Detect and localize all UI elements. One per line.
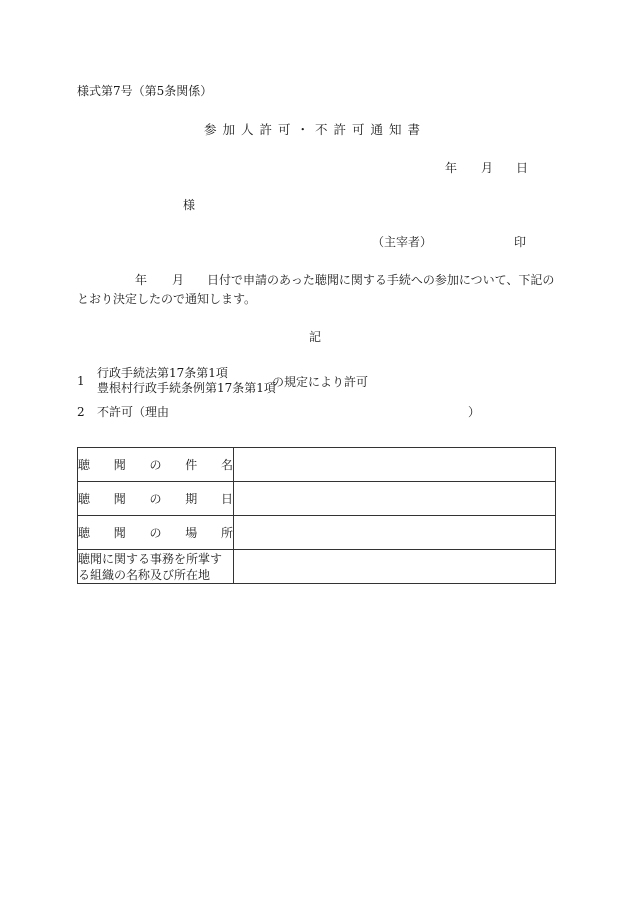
label-char: 期 xyxy=(185,492,198,506)
label-char: の xyxy=(149,492,162,506)
value-place[interactable] xyxy=(234,516,556,550)
sponsor-label: （主宰者） xyxy=(372,235,433,249)
org-label-line2: る組織の名称及び所在地 xyxy=(78,567,211,582)
date-month: 月 xyxy=(481,161,494,175)
seal-mark: 印 xyxy=(514,235,527,249)
body-line1-rest: 日付で申請のあった聴聞に関する手続への参加について、下記の xyxy=(207,273,555,287)
table-row xyxy=(78,448,556,482)
hearing-info-table xyxy=(77,447,556,584)
item1-laws xyxy=(97,366,276,396)
row-label-case-name xyxy=(78,448,234,482)
label-char: 聞 xyxy=(113,492,126,506)
label-char: 聴 xyxy=(78,492,91,506)
table-row xyxy=(78,550,556,584)
table-row xyxy=(78,482,556,516)
body-line2: とおり決定したので通知します。 xyxy=(77,292,257,306)
label-char: 所 xyxy=(220,526,233,540)
body-month: 月 xyxy=(172,273,185,287)
label-char: 件 xyxy=(185,458,198,472)
item1-number: 1 xyxy=(77,374,85,388)
label-char: 聞 xyxy=(113,526,126,540)
value-case-name[interactable] xyxy=(234,448,556,482)
value-organization[interactable] xyxy=(234,550,556,584)
label-char: 場 xyxy=(185,526,198,540)
row-label-date xyxy=(78,482,234,516)
row-label-organization xyxy=(78,550,234,584)
item1-suffix: の規定により許可 xyxy=(272,375,369,389)
item2-number: 2 xyxy=(77,405,85,419)
body-year: 年 xyxy=(135,273,148,287)
label-char: 日 xyxy=(220,492,233,506)
label-char: の xyxy=(149,458,162,472)
label-char: 聴 xyxy=(78,526,91,540)
document-title: 参加人許可・不許可通知書 xyxy=(203,122,426,137)
label-char: の xyxy=(149,526,162,540)
label-char: 聴 xyxy=(78,458,91,472)
row-label-place xyxy=(78,516,234,550)
value-date[interactable] xyxy=(234,482,556,516)
date-day: 日 xyxy=(516,161,529,175)
form-number: 様式第7号（第5条関係） xyxy=(77,84,213,98)
label-char: 名 xyxy=(220,458,233,472)
ki-heading: 記 xyxy=(308,330,321,344)
table-row xyxy=(78,516,556,550)
item1-law-village: 豊根村行政手続条例第17条第1項 xyxy=(97,381,276,395)
label-char: 聞 xyxy=(113,458,126,472)
addressee-suffix: 様 xyxy=(183,198,196,212)
item2-text: 不許可（理由 xyxy=(97,405,170,419)
org-label-line1: 聴聞に関する事務を所掌す xyxy=(78,551,223,566)
date-year: 年 xyxy=(445,161,458,175)
item1-law-national: 行政手続法第17条第1項 xyxy=(97,366,228,380)
item2-close: ） xyxy=(468,405,481,419)
